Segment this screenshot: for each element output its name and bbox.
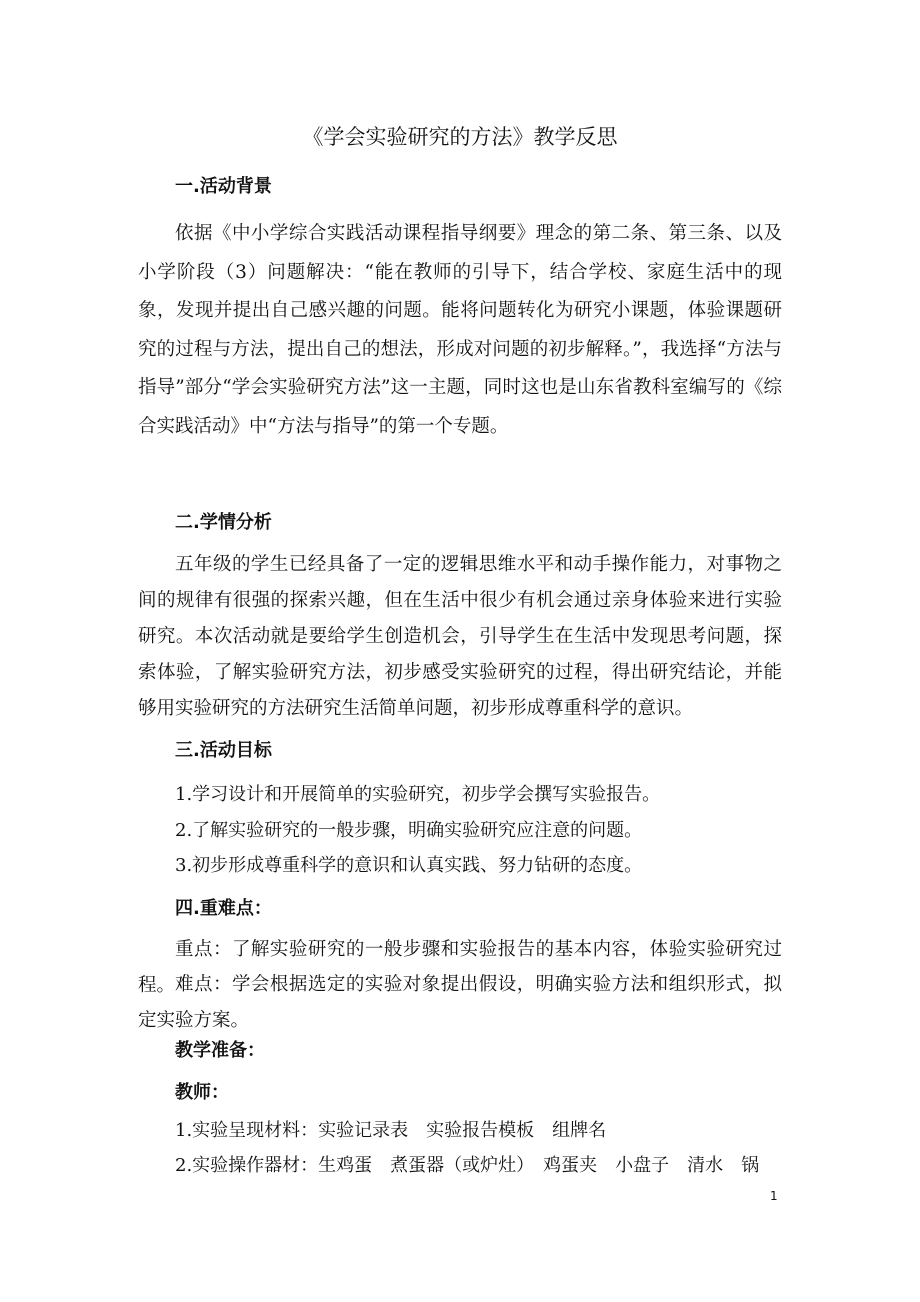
section-heading-activity-background: 一.活动背景 [175,176,272,197]
section-heading-activity-goals: 三.活动目标 [175,740,272,761]
section-heading-teaching-preparation: 教学准备： [175,1040,265,1061]
preparation-item-1: 1.实验呈现材料：实验记录表 实验报告模板 组牌名 [175,1120,607,1141]
key-point-text: 重点：了解实验研究的一般步骤和实验报告的基本内容，体验实验研究过程。 [138,939,782,996]
goal-item-3: 3.初步形成尊重科学的意识和认真实践、努力钻研的态度。 [175,855,643,876]
teacher-label: 教师： [175,1082,229,1103]
paragraph-activity-background: 依据《中小学综合实践活动课程指导纲要》理念的第二条、第三条、以及小学阶段（3）问题解决：“能在教师的引导下，结合学校、家庭生活中的现象，发现并提出自己感兴趣的问题。能将问题转化为研究小课题，体验课题研究的过程与方法，提出自己的想法，形成对问题的初步解释。”，我选择“方法与指导”部分“学会实验研究方法”这一主题，同时这也是山东省教科室编写的《综合实践活动》中“方法与指导”的第一个专题。 [138,223,782,437]
difficult-point-text: 难点：学会根据选定的实验对象提出假设，明确实验方法和组织形式，拟定实验方案。 [138,974,782,1031]
section-heading-key-difficult-points: 四.重难点： [175,898,272,919]
document-title: 《学会实验研究的方法》教学反思 [302,125,618,149]
paragraph-learning-analysis: 五年级的学生已经具备了一定的逻辑思维水平和动手操作能力，对事物之间的规律有很强的探索兴趣，但在生活中很少有机会通过亲身体验来进行实验研究。本次活动就是要给学生创造机会，引导学生在生活中发现思考问题，探索体验，了解实验研究方法，初步感受实验研究的过程，得出研究结论，并能够用实验研究的方法研究生活简单问题，初步形成尊重科学的意识。 [138,554,782,719]
preparation-item-2: 2.实验操作器材：生鸡蛋 煮蛋器（或炉灶） 鸡蛋夹 小盘子 清水 锅 [175,1155,760,1176]
page-number: 1 [770,1189,778,1203]
section-heading-learning-analysis: 二.学情分析 [175,512,272,533]
goal-item-1: 1.学习设计和开展简单的实验研究，初步学会撰写实验报告。 [175,784,661,805]
goal-item-2: 2.了解实验研究的一般步骤，明确实验研究应注意的问题。 [175,820,643,841]
